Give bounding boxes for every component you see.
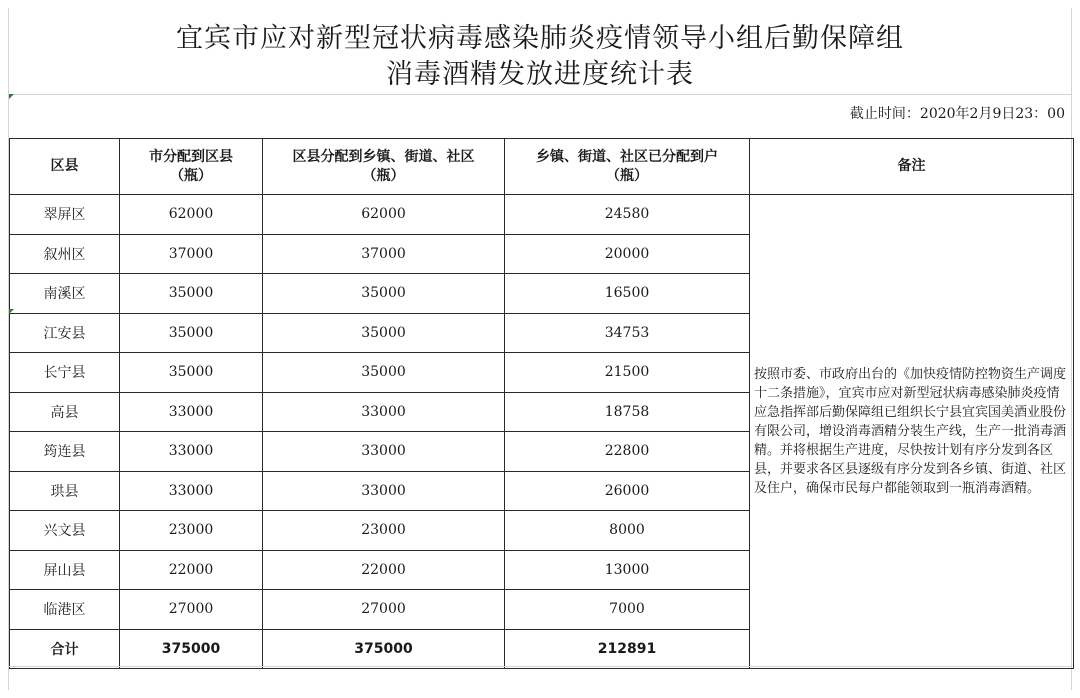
page-title: 宜宾市应对新型冠状病毒感染肺炎疫情领导小组后勤保障组 bbox=[176, 23, 904, 54]
cell-district: 南溪区 bbox=[10, 274, 120, 314]
cell-town: 34753 bbox=[505, 313, 750, 353]
empty-row bbox=[9, 666, 1071, 691]
cell-city: 35000 bbox=[120, 353, 263, 393]
page-subtitle: 消毒酒精发放进度统计表 bbox=[386, 59, 694, 90]
cell-city: 23000 bbox=[120, 511, 263, 551]
cell-county: 33000 bbox=[263, 471, 505, 511]
cell-city: 35000 bbox=[120, 313, 263, 353]
header-county-alloc: 区县分配到乡镇、街道、社区 （瓶） bbox=[263, 139, 505, 195]
cell-county: 35000 bbox=[263, 353, 505, 393]
cell-district: 长宁县 bbox=[10, 353, 120, 393]
cell-town: 8000 bbox=[505, 511, 750, 551]
cell-city: 33000 bbox=[120, 392, 263, 432]
cell-district: 高县 bbox=[10, 392, 120, 432]
cell-district: 珙县 bbox=[10, 471, 120, 511]
cell-city: 62000 bbox=[120, 195, 263, 235]
header-district: 区县 bbox=[10, 139, 120, 195]
cell-city: 33000 bbox=[120, 432, 263, 472]
spreadsheet-sheet bbox=[8, 8, 1072, 690]
distribution-table bbox=[9, 138, 1074, 669]
total-town: 212891 bbox=[505, 629, 750, 669]
cell-town: 16500 bbox=[505, 274, 750, 314]
title-block bbox=[9, 8, 1071, 95]
cell-county: 35000 bbox=[263, 313, 505, 353]
cell-district: 临港区 bbox=[10, 590, 120, 630]
cell-district: 屏山县 bbox=[10, 550, 120, 590]
total-city: 375000 bbox=[120, 629, 263, 669]
cell-county: 27000 bbox=[263, 590, 505, 630]
cell-town: 26000 bbox=[505, 471, 750, 511]
cell-city: 27000 bbox=[120, 590, 263, 630]
cell-district: 翠屏区 bbox=[10, 195, 120, 235]
cell-town: 20000 bbox=[505, 234, 750, 274]
cell-district: 筠连县 bbox=[10, 432, 120, 472]
cell-county: 33000 bbox=[263, 432, 505, 472]
cell-town: 22800 bbox=[505, 432, 750, 472]
cell-county: 62000 bbox=[263, 195, 505, 235]
cell-city: 22000 bbox=[120, 550, 263, 590]
cell-city: 37000 bbox=[120, 234, 263, 274]
cell-district: 叙州区 bbox=[10, 234, 120, 274]
cell-city: 35000 bbox=[120, 274, 263, 314]
cell-town: 7000 bbox=[505, 590, 750, 630]
cutoff-time: 截止时间：2020年2月9日23：00 bbox=[849, 106, 1065, 122]
cell-county: 33000 bbox=[263, 392, 505, 432]
cell-district: 江安县 bbox=[10, 313, 120, 353]
cell-town: 18758 bbox=[505, 392, 750, 432]
cell-comment-marker bbox=[9, 309, 14, 314]
cell-county: 23000 bbox=[263, 511, 505, 551]
cell-city: 33000 bbox=[120, 471, 263, 511]
cell-county: 37000 bbox=[263, 234, 505, 274]
cell-county: 35000 bbox=[263, 274, 505, 314]
total-county: 375000 bbox=[263, 629, 505, 669]
total-label: 合计 bbox=[10, 629, 120, 669]
header-remark: 备注 bbox=[750, 139, 1074, 195]
cell-town: 13000 bbox=[505, 550, 750, 590]
cell-county: 22000 bbox=[263, 550, 505, 590]
header-town-alloc: 乡镇、街道、社区已分配到户 （瓶） bbox=[505, 139, 750, 195]
cell-town: 24580 bbox=[505, 195, 750, 235]
cell-town: 21500 bbox=[505, 353, 750, 393]
remark-cell: 按照市委、市政府出台的《加快疫情防控物资生产调度十二条措施》，宜宾市应对新型冠状病毒感染肺炎疫情应急指挥部后勤保障组已组织长宁县宜宾国美酒业股份有限公司，增设消毒酒精分装生产线，生产一批消毒酒精。并将根据生产进度，尽快按计划有序分发到各区县，并要求各区县逐级有序分发到各乡镇、街道、社区及住户，确保市民每户都能领取到一瓶消毒酒精。 bbox=[750, 195, 1074, 669]
cell-comment-marker bbox=[9, 94, 14, 99]
header-row bbox=[10, 139, 1074, 195]
cell-district: 兴文县 bbox=[10, 511, 120, 551]
table-row bbox=[10, 195, 1074, 235]
header-city-alloc: 市分配到区县 （瓶） bbox=[120, 139, 263, 195]
